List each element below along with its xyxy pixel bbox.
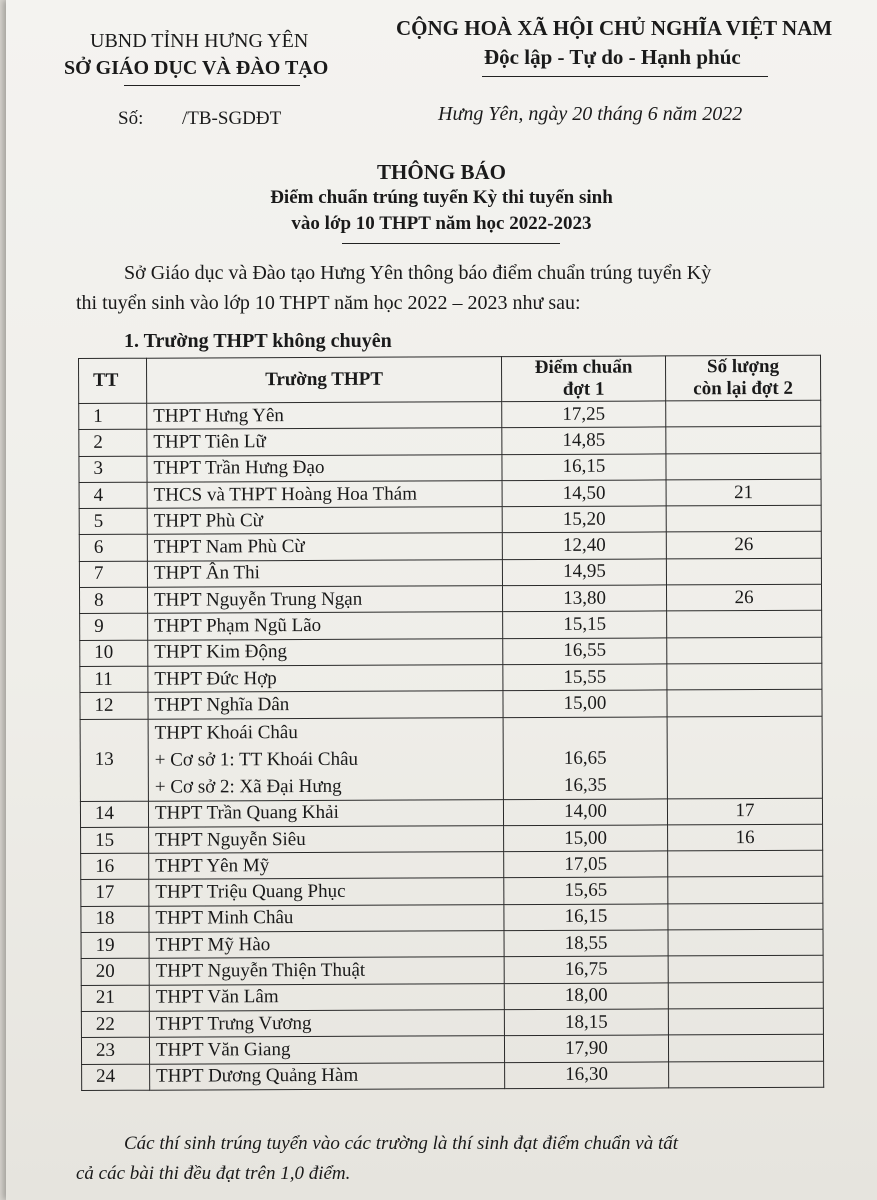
- intro-line-1: Sở Giáo dục và Đào tạo Hưng Yên thông báo điểm chuẩn trúng tuyển Kỳ: [124, 262, 712, 284]
- row-tt: 20: [81, 959, 149, 986]
- table-row: [81, 1034, 823, 1064]
- row-remaining: [667, 637, 822, 664]
- row-score: 15,00: [503, 690, 667, 717]
- row-tt: 18: [81, 906, 149, 933]
- row-score: 18,00: [504, 983, 668, 1010]
- row-tt: 14: [80, 801, 148, 828]
- header-score-line1: Điểm chuẩn: [534, 356, 633, 379]
- row-school: THPT Phạm Ngũ Lão: [148, 612, 503, 640]
- table-row: [80, 798, 822, 828]
- section-heading: 1. Trường THPT không chuyên: [124, 330, 392, 352]
- table-header-row: [79, 355, 821, 403]
- score-table: [78, 355, 824, 1091]
- table-row: [79, 479, 821, 509]
- row-school: THPT Triệu Quang Phục: [149, 878, 504, 906]
- table-row: [81, 1008, 823, 1038]
- row-score: 15,55: [503, 664, 667, 691]
- doc-subtitle-2: vào lớp 10 THPT năm học 2022-2023: [291, 213, 592, 234]
- row-remaining: [668, 903, 823, 930]
- table-row: [81, 956, 823, 986]
- row-school: THPT Ân Thi: [147, 559, 502, 587]
- table-row-13: [80, 716, 822, 801]
- doc-title: THÔNG BÁO: [377, 160, 506, 184]
- row-school: THPT Tiên Lữ: [147, 428, 502, 456]
- row-remaining: 16: [668, 824, 823, 851]
- row-tt: 22: [81, 1011, 149, 1038]
- row-tt: 10: [80, 640, 148, 667]
- row-score: 14,00: [503, 798, 667, 825]
- row-remaining: 21: [666, 479, 821, 506]
- row-score: 12,40: [502, 532, 666, 559]
- table-row: [80, 690, 822, 720]
- row-score: 13,80: [502, 585, 666, 612]
- row-school: THPT Văn Lâm: [149, 983, 504, 1011]
- row-remaining: [668, 956, 823, 983]
- table-row: [81, 877, 823, 907]
- row-campus-1: + Cơ sở 1: TT Khoái Châu: [154, 748, 359, 771]
- doc-number-label: Số:: [118, 108, 144, 129]
- row-score: 16,75: [504, 956, 668, 983]
- row-school: THPT Nghĩa Dân: [148, 691, 503, 719]
- row-school: THPT Trần Quang Khải: [148, 799, 503, 827]
- row-score: 18,15: [504, 1009, 668, 1036]
- row-school: THPT Hưng Yên: [147, 402, 502, 430]
- row-school: THPT Nguyễn Thiện Thuật: [149, 957, 504, 985]
- row-school: THPT Văn Giang: [149, 1036, 504, 1064]
- motto-underline: [482, 76, 768, 77]
- row-school: THPT Phù Cừ: [147, 507, 502, 535]
- row-tt: 11: [80, 666, 148, 693]
- row-school: THPT Dương Quảng Hàm: [150, 1062, 505, 1090]
- row-tt: 3: [79, 456, 147, 483]
- row-school: THPT Trưng Vương: [149, 1010, 504, 1038]
- row-remaining: [666, 558, 821, 585]
- row-school: THPT Minh Châu: [149, 904, 504, 932]
- row-score: 14,50: [502, 480, 666, 507]
- row-school: THPT Nam Phù Cừ: [147, 533, 502, 561]
- row-campus-2: + Cơ sở 2: Xã Đại Hưng: [154, 775, 342, 798]
- intro-line-2: thi tuyển sinh vào lớp 10 THPT năm học 2022 – 2023 như sau:: [76, 292, 581, 314]
- row-remaining: [667, 611, 822, 638]
- row-tt: 15: [81, 827, 149, 854]
- table-row: [81, 929, 823, 959]
- row-score: 15,20: [502, 506, 666, 533]
- row-tt: 17: [81, 880, 149, 907]
- table-row: [80, 611, 822, 641]
- row-tt: 24: [82, 1064, 150, 1091]
- row-remaining: [668, 929, 823, 956]
- row-score: 16,15: [504, 904, 668, 931]
- row-score: 15,00: [504, 825, 668, 852]
- date-line: Hưng Yên, ngày 20 tháng 6 năm 2022: [438, 103, 743, 125]
- row-score: 15,65: [504, 877, 668, 904]
- row-score: 15,15: [503, 611, 667, 638]
- row-school: THPT Khoái Châu: [154, 721, 298, 744]
- nation-line-1: CỘNG HOÀ XÃ HỘI CHỦ NGHĨA VIỆT NAM: [396, 16, 833, 40]
- row-tt: 13: [80, 719, 148, 801]
- row-score: 16,15: [502, 454, 666, 481]
- row-remaining: [668, 877, 823, 904]
- org-line-1: UBND TỈNH HƯNG YÊN: [90, 30, 309, 52]
- row-score: 18,55: [504, 930, 668, 957]
- row-remaining: [668, 1008, 823, 1035]
- row-score: 14,85: [502, 427, 666, 454]
- row-score: 14,95: [502, 559, 666, 586]
- table-row: [80, 663, 822, 693]
- row-school: THPT Yên Mỹ: [149, 852, 504, 880]
- row-remaining: [666, 453, 821, 480]
- row-score: 17,90: [504, 1035, 668, 1062]
- row-school: THPT Nguyễn Trung Ngạn: [148, 586, 503, 614]
- row-remaining: [667, 716, 822, 799]
- table-row: [79, 400, 821, 430]
- row-tt: 1: [79, 403, 147, 430]
- note-line-2: cả các bài thi đều đạt trên 1,0 điểm.: [76, 1163, 351, 1184]
- table-row: [79, 427, 821, 457]
- table-row: [79, 558, 821, 588]
- row-campus-2-score: 16,35: [563, 774, 607, 796]
- row-tt: 7: [79, 561, 147, 588]
- header-score: [501, 356, 665, 402]
- row-tt: 23: [81, 1037, 149, 1064]
- table-body: [79, 400, 824, 1090]
- row-remaining: 17: [667, 798, 822, 825]
- doc-number-value: /TB-SGDĐT: [182, 108, 282, 129]
- row-tt: 16: [81, 853, 149, 880]
- org-line-2: SỞ GIÁO DỤC VÀ ĐÀO TẠO: [64, 57, 329, 79]
- title-underline: [342, 243, 560, 244]
- row-school: THPT Mỹ Hào: [149, 931, 504, 959]
- header-score-line2: đợt 1: [562, 378, 605, 400]
- table-row: [79, 532, 821, 562]
- table-row: [79, 453, 821, 483]
- header-tt: TT: [79, 358, 147, 403]
- row-score: 17,25: [502, 401, 666, 428]
- row-score-blank: [510, 717, 661, 745]
- row-tt: 6: [79, 535, 147, 562]
- note-line-1: Các thí sinh trúng tuyển vào các trường là thí sinh đạt điểm chuẩn và tất: [124, 1133, 679, 1154]
- header-remaining-line2: còn lại đợt 2: [693, 377, 794, 400]
- row-tt: 21: [81, 985, 149, 1012]
- row-remaining: [668, 982, 823, 1009]
- row-school: THPT Đức Hợp: [148, 665, 503, 693]
- row-school: THPT Trần Hưng Đạo: [147, 454, 502, 482]
- row-school: THPT Kim Động: [148, 638, 503, 666]
- row-score: 17,05: [504, 851, 668, 878]
- row-tt: 9: [80, 614, 148, 641]
- header-remaining: [665, 355, 820, 401]
- table-row: [81, 903, 823, 933]
- row-tt: 8: [80, 587, 148, 614]
- table-row: [81, 824, 823, 854]
- row-remaining: [667, 663, 822, 690]
- row-remaining: [666, 427, 821, 454]
- document-page: [6, 0, 877, 1200]
- row-school-group: [148, 717, 503, 801]
- row-remaining: 26: [666, 532, 821, 559]
- row-campus-1-score: 16,65: [563, 747, 607, 769]
- header-school: Trường THPT: [147, 357, 502, 404]
- row-remaining: [666, 400, 821, 427]
- table-row: [81, 850, 823, 880]
- row-tt: 2: [79, 429, 147, 456]
- nation-motto: Độc lập - Tự do - Hạnh phúc: [484, 45, 741, 69]
- row-remaining: [668, 1034, 823, 1061]
- header-remaining-line1: Số lượng: [706, 355, 780, 378]
- row-tt: 12: [80, 692, 148, 719]
- row-remaining: [668, 850, 823, 877]
- row-tt: 5: [79, 508, 147, 535]
- row-remaining: [669, 1061, 824, 1088]
- row-score-group: [503, 716, 667, 799]
- table-row: [80, 637, 822, 667]
- row-remaining: [666, 505, 821, 532]
- org-underline: [124, 85, 300, 86]
- row-tt: 4: [79, 482, 147, 509]
- row-score: 16,55: [503, 638, 667, 665]
- table-row: [81, 982, 823, 1012]
- doc-subtitle-1: Điểm chuẩn trúng tuyển Kỳ thi tuyển sinh: [270, 187, 613, 208]
- table-row: [82, 1061, 824, 1091]
- row-school: THCS và THPT Hoàng Hoa Thám: [147, 481, 502, 509]
- table-row: [80, 584, 822, 614]
- table-row: [79, 505, 821, 535]
- row-tt: 19: [81, 932, 149, 959]
- row-school: THPT Nguyễn Siêu: [149, 826, 504, 854]
- row-score: 16,30: [505, 1061, 669, 1088]
- row-remaining: 26: [666, 584, 821, 611]
- row-remaining: [667, 690, 822, 717]
